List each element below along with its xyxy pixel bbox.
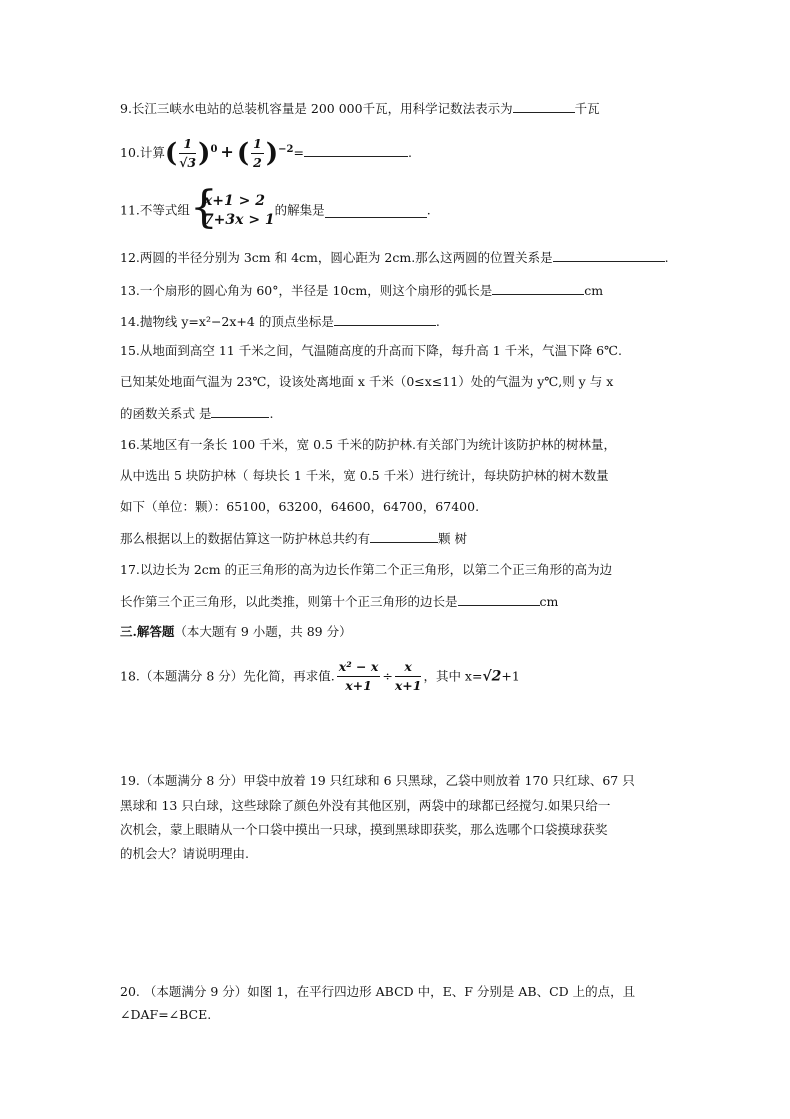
question-15-line-2: 已知某处地面气温为 23℃，设该处离地面 x 千米（0≤x≤11）处的气温为 y℃,则 y 与 x bbox=[120, 374, 614, 389]
q13-answer-blank[interactable] bbox=[492, 281, 584, 295]
q17-unit: cm bbox=[539, 594, 559, 609]
q14-answer-blank[interactable] bbox=[334, 312, 436, 326]
q12-period: . bbox=[664, 250, 669, 265]
section-3-label: 三.解答题 bbox=[120, 624, 175, 639]
q10-exp-0: 0 bbox=[210, 144, 218, 155]
q10-open-paren: ( bbox=[164, 138, 178, 169]
question-16-line-1: 16.某地区有一条长 100 千米，宽 0.5 千米的防护林.有关部门为统计该防护林的树林量， bbox=[120, 437, 616, 452]
q10-equals: = bbox=[293, 145, 304, 161]
question-20-line-1: 20. （本题满分 9 分）如图 1，在平行四边形 ABCD 中，E、F 分别是 AB、CD 上的点，且 bbox=[120, 984, 636, 999]
question-18 bbox=[120, 654, 520, 698]
q10-period: . bbox=[407, 145, 412, 161]
q10-frac2-num: 1 bbox=[251, 135, 264, 154]
q11-suffix: 的解集是 bbox=[274, 202, 325, 218]
q13-text: 13.一个扇形的圆心角为 60°，半径是 10cm，则这个扇形的弧长是 bbox=[120, 283, 493, 298]
question-19-line-1: 19.（本题满分 8 分）甲袋中放着 19 只红球和 6 只黑球，乙袋中则放着 170 只红球、67 只 bbox=[120, 773, 635, 788]
q10-close-paren: ) bbox=[198, 138, 211, 169]
q18-fraction-1 bbox=[337, 658, 381, 695]
question-19-line-2: 黑球和 13 只白球，这些球除了颜色外没有其他区别，两袋中的球都已经搅匀.如果只给一 bbox=[120, 798, 611, 813]
q16-line4-text: 那么根据以上的数据估算这一防护林总共约有 bbox=[120, 531, 371, 546]
q13-unit: cm bbox=[584, 283, 604, 298]
q18-suffix: ，其中 x= bbox=[423, 668, 483, 684]
q18-sqrt2: √2 bbox=[482, 668, 502, 685]
question-17-line-1: 17.以边长为 2cm 的正三角形的高为边长作第二个正三角形，以第二个正三角形的高为边 bbox=[120, 562, 613, 577]
q18-frac2-num: x bbox=[395, 658, 422, 677]
q9-text: 9.长江三峡水电站的总装机容量是 200 000千瓦，用科学记数法表示为 bbox=[120, 101, 513, 116]
q12-text: 12.两圆的半径分别为 3cm 和 4cm，圆心距为 2cm.那么这两圆的位置关系是 bbox=[120, 250, 553, 265]
section-3-desc: （本大题有 9 小题，共 89 分） bbox=[174, 624, 352, 639]
q10-fraction-2 bbox=[251, 135, 264, 172]
q9-unit: 千瓦 bbox=[574, 101, 600, 116]
question-19-line-4: 的机会大？请说明理由. bbox=[120, 846, 249, 861]
q10-answer-blank[interactable] bbox=[304, 143, 408, 157]
question-14 bbox=[120, 312, 440, 331]
question-16-line-4 bbox=[120, 529, 467, 548]
q14-period: . bbox=[435, 314, 440, 329]
q18-plus1: +1 bbox=[501, 668, 520, 684]
question-16-line-2: 从中选出 5 块防护林（ 每块长 1 千米，宽 0.5 千米）进行统计，每块防护林的树木数量 bbox=[120, 468, 609, 483]
q18-frac2-den: x+1 bbox=[394, 678, 422, 693]
q11-period: . bbox=[426, 202, 431, 218]
q10-plus: + bbox=[220, 142, 234, 162]
q9-answer-blank[interactable] bbox=[513, 99, 575, 113]
question-12 bbox=[120, 248, 669, 267]
question-10 bbox=[120, 132, 412, 170]
q16-unit: 颗 树 bbox=[438, 531, 467, 546]
q11-brace: { bbox=[189, 181, 218, 233]
q16-answer-blank[interactable] bbox=[370, 529, 438, 543]
question-15-line-1: 15.从地面到高空 11 千米之间，气温随高度的升高而下降，每升高 1 千米，气温下降 6℃. bbox=[120, 343, 623, 358]
q11-answer-blank[interactable] bbox=[325, 204, 427, 218]
question-20-line-2: ∠DAF=∠BCE. bbox=[120, 1007, 212, 1022]
q17-line2-text: 长作第三个正三角形，以此类推，则第十个正三角形的边长是 bbox=[120, 594, 458, 609]
q18-div: ÷ bbox=[382, 668, 393, 684]
question-11 bbox=[120, 181, 431, 233]
question-16-line-3: 如下（单位：颗）：65100，63200，64600，64700，67400. bbox=[120, 499, 480, 514]
q10-open-paren-2: ( bbox=[236, 138, 250, 169]
q10-close-paren-2: ) bbox=[265, 138, 279, 169]
section-3-heading bbox=[120, 623, 352, 641]
q11-system bbox=[189, 181, 275, 233]
q12-answer-blank[interactable] bbox=[553, 248, 665, 262]
q10-frac1-den: √3 bbox=[179, 155, 197, 171]
q15-period: . bbox=[269, 406, 274, 421]
q11-ineq-2: 7+3x > 1 bbox=[203, 211, 275, 228]
q14-text: 14.抛物线 y=x²−2x+4 的顶点坐标是 bbox=[120, 314, 334, 329]
q11-ineq-1: x+1 > 2 bbox=[203, 192, 265, 209]
q10-prefix: 10.计算 bbox=[120, 145, 165, 161]
q15-line3-text: 的函数关系式 是 bbox=[120, 406, 212, 421]
q18-frac1-den: x+1 bbox=[345, 678, 372, 693]
question-17-line-2 bbox=[120, 592, 558, 611]
q10-fraction-1 bbox=[179, 135, 196, 172]
q18-fraction-2 bbox=[395, 658, 422, 695]
q18-frac1-num: x² − x bbox=[337, 658, 381, 677]
q10-frac1-num: 1 bbox=[179, 135, 196, 154]
question-13 bbox=[120, 281, 603, 300]
question-15-line-3 bbox=[120, 404, 273, 423]
q10-frac2-den: 2 bbox=[253, 155, 262, 171]
q10-exp-neg2: −2 bbox=[278, 144, 294, 155]
q17-answer-blank[interactable] bbox=[458, 592, 540, 606]
q18-prefix: 18.（本题满分 8 分）先化简，再求值. bbox=[120, 668, 335, 684]
question-9 bbox=[120, 99, 600, 118]
question-19-line-3: 次机会，蒙上眼睛从一个口袋中摸出一只球，摸到黑球即获奖，那么选哪个口袋摸球获奖 bbox=[120, 822, 608, 837]
q15-answer-blank[interactable] bbox=[211, 404, 269, 418]
q11-prefix: 11.不等式组 bbox=[120, 202, 190, 218]
